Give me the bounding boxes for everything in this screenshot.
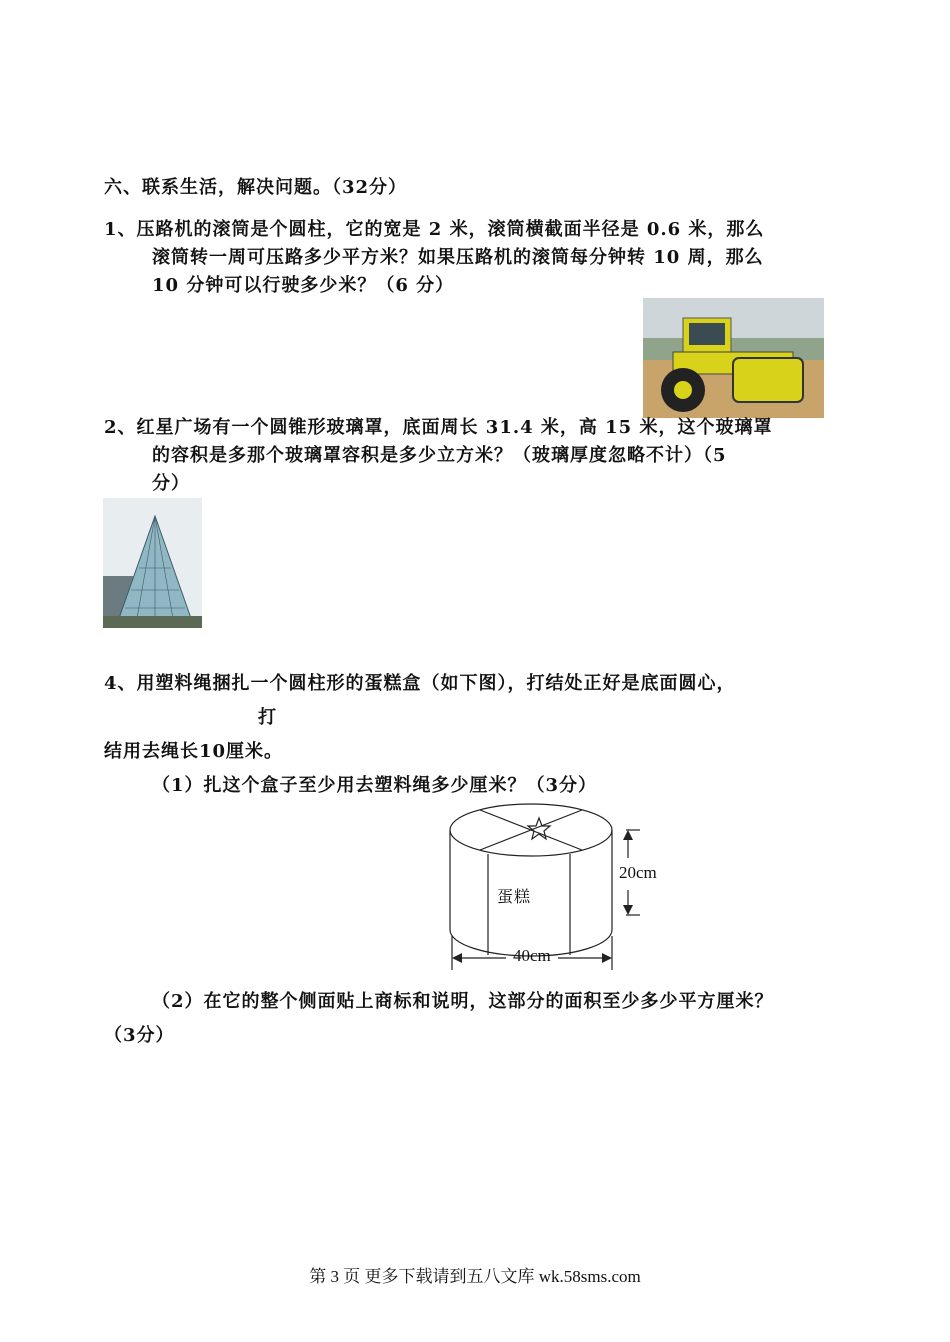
q1-line1: 1、压路机的滚筒是个圆柱，它的宽是 2 米，滚筒横截面半径是 0.6 米，那么 [104, 219, 765, 240]
page-footer: 第 3 页 更多下载请到五八文库 wk.58sms.com [309, 1267, 641, 1286]
glass-cone-photo [103, 498, 202, 628]
q4-sub1: （1）扎这个盒子至少用去塑料绳多少厘米？（3分） [152, 775, 598, 796]
road-roller-photo [643, 298, 824, 418]
cake-box-figure [440, 800, 670, 980]
q1-line3: 10 分钟可以行驶多少米？（6 分） [152, 275, 455, 296]
cake-label: 蛋糕 [497, 889, 532, 906]
q4-line2: 打 [258, 707, 277, 728]
section-heading: 六、联系生活，解决问题。（32分） [104, 177, 408, 198]
diameter-label: 40cm [513, 946, 551, 965]
q2-line3: 分） [152, 473, 190, 494]
height-label: 20cm [619, 863, 657, 882]
q4-sub2: （2）在它的整个侧面贴上商标和说明，这部分的面积至少多少平方厘米？ [152, 991, 774, 1012]
q4-sub2-cont: （3分） [104, 1025, 175, 1046]
q4-line3: 结用去绳长10厘米。 [104, 741, 284, 762]
q2-line1: 2、红星广场有一个圆锥形玻璃罩，底面周长 31.4 米，高 15 米，这个玻璃罩 [104, 417, 773, 438]
q2-line2: 的容积是多那个玻璃罩容积是多少立方米？（玻璃厚度忽略不计）（5 [152, 445, 727, 466]
q1-line2: 滚筒转一周可压路多少平方米？如果压路机的滚筒每分钟转 10 周，那么 [152, 247, 764, 268]
q4-line1: 4、用塑料绳捆扎一个圆柱形的蛋糕盒（如下图），打结处正好是底面圆心， [104, 673, 736, 694]
